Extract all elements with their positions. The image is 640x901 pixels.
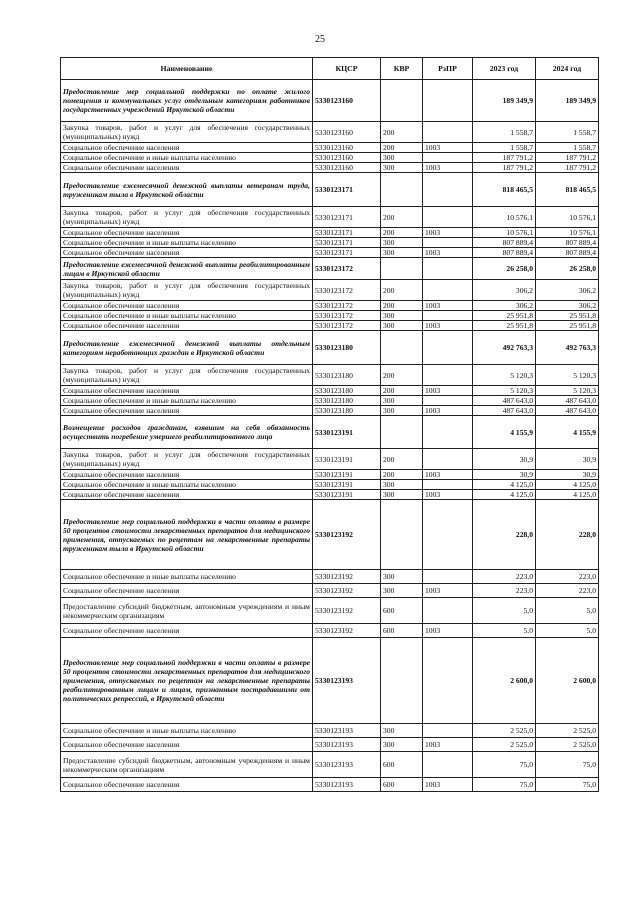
row-value-2023: 223,0 — [473, 584, 536, 598]
row-value-2023: 5,0 — [473, 624, 536, 638]
table-row — [61, 228, 599, 238]
row-value-2023: 223,0 — [473, 570, 536, 584]
row-kvr: 600 — [381, 778, 423, 792]
row-name: Социальное обеспечение населения — [61, 143, 313, 153]
row-value-2023: 187 791,2 — [473, 153, 536, 163]
row-rzpr: 1003 — [423, 228, 473, 238]
page-number: 25 — [315, 34, 325, 45]
row-value-2023: 487 643,0 — [473, 396, 536, 406]
row-name: Социальное обеспечение населения — [61, 248, 313, 258]
table-row — [61, 638, 599, 724]
row-kcsr: 5330123191 — [313, 449, 381, 470]
row-name: Социальное обеспечение и иные выплаты населению — [61, 570, 313, 584]
row-name: Социальное обеспечение населения — [61, 386, 313, 396]
row-rzpr — [423, 258, 473, 280]
row-name: Предоставление субсидий бюджетным, автономным учреждениям и иным некоммерческим организациям — [61, 752, 313, 778]
row-kcsr: 5330123160 — [313, 80, 381, 122]
row-kcsr: 5330123172 — [313, 280, 381, 301]
row-rzpr — [423, 80, 473, 122]
header-name: Наименование — [61, 58, 313, 80]
row-rzpr — [423, 207, 473, 228]
row-value-2023: 492 763,3 — [473, 331, 536, 365]
table-row — [61, 584, 599, 598]
row-name: Социальное обеспечение и иные выплаты населению — [61, 238, 313, 248]
row-kcsr: 5330123180 — [313, 396, 381, 406]
row-name: Социальное обеспечение и иные выплаты населению — [61, 153, 313, 163]
row-value-2024: 5 120,3 — [536, 365, 599, 386]
table-row — [61, 396, 599, 406]
row-name: Социальное обеспечение и иные выплаты населению — [61, 396, 313, 406]
row-name: Социальное обеспечение и иные выплаты населению — [61, 480, 313, 490]
row-rzpr: 1003 — [423, 321, 473, 331]
row-value-2023: 75,0 — [473, 778, 536, 792]
row-value-2024: 4 125,0 — [536, 490, 599, 500]
row-kvr: 300 — [381, 311, 423, 321]
row-rzpr — [423, 331, 473, 365]
row-kcsr: 5330123193 — [313, 724, 381, 738]
row-kcsr: 5330123172 — [313, 258, 381, 280]
row-rzpr — [423, 311, 473, 321]
row-value-2024: 26 258,0 — [536, 258, 599, 280]
row-kcsr: 5330123192 — [313, 570, 381, 584]
budget-table — [60, 57, 599, 792]
row-rzpr — [423, 153, 473, 163]
row-kcsr: 5330123191 — [313, 470, 381, 480]
table-row — [61, 280, 599, 301]
row-kvr: 200 — [381, 386, 423, 396]
row-value-2024: 2 600,0 — [536, 638, 599, 724]
row-value-2024: 25 951,8 — [536, 321, 599, 331]
row-rzpr: 1003 — [423, 584, 473, 598]
row-kcsr: 5330123172 — [313, 301, 381, 311]
row-rzpr — [423, 752, 473, 778]
row-value-2023: 5,0 — [473, 598, 536, 624]
row-name: Социальное обеспечение населения — [61, 490, 313, 500]
row-rzpr: 1003 — [423, 738, 473, 752]
row-kvr — [381, 416, 423, 449]
row-kvr: 200 — [381, 143, 423, 153]
table-row — [61, 321, 599, 331]
table-row — [61, 738, 599, 752]
row-value-2024: 10 576,1 — [536, 207, 599, 228]
row-rzpr: 1003 — [423, 386, 473, 396]
row-value-2024: 75,0 — [536, 752, 599, 778]
row-kvr: 300 — [381, 406, 423, 416]
row-name: Социальное обеспечение населения — [61, 778, 313, 792]
row-value-2023: 189 349,9 — [473, 80, 536, 122]
row-kcsr: 5330123180 — [313, 406, 381, 416]
row-value-2024: 1 558,7 — [536, 143, 599, 153]
row-kvr: 300 — [381, 238, 423, 248]
row-kvr: 300 — [381, 490, 423, 500]
table-row — [61, 386, 599, 396]
row-name: Социальное обеспечение населения — [61, 301, 313, 311]
table-row — [61, 311, 599, 321]
row-kcsr: 5330123160 — [313, 153, 381, 163]
row-kcsr: 5330123160 — [313, 163, 381, 173]
row-name: Предоставление мер социальной поддержки по оплате жилого помещения и коммунальных услуг отдельным категориям работников государственных учреждений Иркутской области — [61, 80, 313, 122]
row-value-2023: 30,9 — [473, 449, 536, 470]
row-kvr: 300 — [381, 396, 423, 406]
table-row — [61, 173, 599, 207]
row-kcsr: 5330123171 — [313, 248, 381, 258]
row-rzpr: 1003 — [423, 143, 473, 153]
table-row — [61, 480, 599, 490]
row-value-2024: 5,0 — [536, 624, 599, 638]
row-value-2024: 487 643,0 — [536, 406, 599, 416]
table-row — [61, 331, 599, 365]
row-value-2024: 487 643,0 — [536, 396, 599, 406]
row-kvr: 600 — [381, 598, 423, 624]
table-header-row — [61, 58, 599, 80]
row-kcsr: 5330123192 — [313, 500, 381, 570]
row-kcsr: 5330123193 — [313, 738, 381, 752]
table-row — [61, 301, 599, 311]
row-rzpr — [423, 500, 473, 570]
row-kvr: 300 — [381, 321, 423, 331]
row-value-2024: 189 349,9 — [536, 80, 599, 122]
row-value-2024: 5 120,3 — [536, 386, 599, 396]
row-kcsr: 5330123193 — [313, 778, 381, 792]
row-name: Закупка товаров, работ и услуг для обеспечения государственных (муниципальных) нужд — [61, 365, 313, 386]
table-row — [61, 598, 599, 624]
row-value-2024: 4 125,0 — [536, 480, 599, 490]
row-kvr: 300 — [381, 153, 423, 163]
table-row — [61, 500, 599, 570]
row-kvr: 300 — [381, 570, 423, 584]
table-row — [61, 490, 599, 500]
table-row — [61, 163, 599, 173]
row-value-2023: 2 525,0 — [473, 738, 536, 752]
table-row — [61, 724, 599, 738]
row-name: Предоставление мер социальной поддержки в части оплаты в размере 50 процентов стоимости лекарственных препаратов для медицинского применения, отпускаемых по рецептам на лекарственные препараты реабилитированным лицам и лицам, признанным пострадавшими от политических репрессий, в Иркутской области — [61, 638, 313, 724]
table-row — [61, 207, 599, 228]
table-row — [61, 365, 599, 386]
row-rzpr: 1003 — [423, 248, 473, 258]
row-value-2023: 30,9 — [473, 470, 536, 480]
row-value-2024: 25 951,8 — [536, 311, 599, 321]
row-kvr: 300 — [381, 480, 423, 490]
header-2023: 2023 год — [473, 58, 536, 80]
table-row — [61, 258, 599, 280]
row-value-2023: 306,2 — [473, 301, 536, 311]
table-row — [61, 624, 599, 638]
row-name: Возмещение расходов гражданам, взявшим на себя обязанность осуществить погребение умершего реабилитированного лица — [61, 416, 313, 449]
row-value-2024: 807 889,4 — [536, 238, 599, 248]
row-name: Социальное обеспечение населения — [61, 321, 313, 331]
row-value-2023: 5 120,3 — [473, 386, 536, 396]
row-value-2023: 2 525,0 — [473, 724, 536, 738]
row-rzpr — [423, 598, 473, 624]
row-kcsr: 5330123192 — [313, 598, 381, 624]
row-kvr: 300 — [381, 738, 423, 752]
row-kcsr: 5330123191 — [313, 490, 381, 500]
row-kvr — [381, 331, 423, 365]
row-value-2023: 4 155,9 — [473, 416, 536, 449]
row-kcsr: 5330123171 — [313, 238, 381, 248]
row-value-2024: 4 155,9 — [536, 416, 599, 449]
row-rzpr — [423, 365, 473, 386]
row-rzpr — [423, 449, 473, 470]
row-value-2023: 26 258,0 — [473, 258, 536, 280]
row-value-2024: 306,2 — [536, 301, 599, 311]
row-value-2024: 187 791,2 — [536, 153, 599, 163]
row-value-2024: 223,0 — [536, 570, 599, 584]
row-value-2024: 306,2 — [536, 280, 599, 301]
row-rzpr — [423, 416, 473, 449]
row-rzpr — [423, 396, 473, 406]
row-rzpr — [423, 173, 473, 207]
row-name: Социальное обеспечение населения — [61, 738, 313, 752]
row-rzpr — [423, 638, 473, 724]
row-value-2023: 5 120,3 — [473, 365, 536, 386]
row-name: Социальное обеспечение населения — [61, 470, 313, 480]
table-row — [61, 248, 599, 258]
table-row — [61, 238, 599, 248]
row-kvr: 300 — [381, 248, 423, 258]
row-name: Предоставление субсидий бюджетным, автономным учреждениям и иным некоммерческим организациям — [61, 598, 313, 624]
row-value-2024: 223,0 — [536, 584, 599, 598]
row-name: Предоставление ежемесячной денежной выплаты отдельным категориям неработающих граждан в Иркутской области — [61, 331, 313, 365]
row-value-2023: 487 643,0 — [473, 406, 536, 416]
row-kcsr: 5330123193 — [313, 638, 381, 724]
row-kcsr: 5330123171 — [313, 173, 381, 207]
row-kvr: 600 — [381, 624, 423, 638]
row-kvr: 200 — [381, 301, 423, 311]
row-value-2023: 25 951,8 — [473, 321, 536, 331]
row-value-2023: 1 558,7 — [473, 122, 536, 143]
row-kvr: 200 — [381, 207, 423, 228]
row-value-2023: 10 576,1 — [473, 228, 536, 238]
row-kcsr: 5330123180 — [313, 331, 381, 365]
row-value-2024: 2 525,0 — [536, 738, 599, 752]
row-rzpr: 1003 — [423, 301, 473, 311]
row-kcsr: 5330123192 — [313, 624, 381, 638]
row-name: Социальное обеспечение и иные выплаты населению — [61, 724, 313, 738]
row-value-2024: 187 791,2 — [536, 163, 599, 173]
row-value-2023: 818 465,5 — [473, 173, 536, 207]
row-kcsr: 5330123180 — [313, 386, 381, 396]
row-name: Социальное обеспечение и иные выплаты населению — [61, 311, 313, 321]
table-row — [61, 153, 599, 163]
row-kvr: 200 — [381, 449, 423, 470]
row-name: Социальное обеспечение населения — [61, 406, 313, 416]
row-kcsr: 5330123192 — [313, 584, 381, 598]
row-kcsr: 5330123191 — [313, 480, 381, 490]
row-rzpr — [423, 238, 473, 248]
table-row — [61, 406, 599, 416]
row-kvr: 300 — [381, 163, 423, 173]
table-row — [61, 122, 599, 143]
row-kvr: 300 — [381, 724, 423, 738]
row-rzpr: 1003 — [423, 163, 473, 173]
row-value-2023: 4 125,0 — [473, 480, 536, 490]
row-kvr: 600 — [381, 752, 423, 778]
row-rzpr: 1003 — [423, 490, 473, 500]
row-kcsr: 5330123160 — [313, 122, 381, 143]
row-value-2024: 5,0 — [536, 598, 599, 624]
row-value-2023: 10 576,1 — [473, 207, 536, 228]
row-rzpr — [423, 480, 473, 490]
row-kvr — [381, 638, 423, 724]
row-kvr: 200 — [381, 280, 423, 301]
row-value-2023: 75,0 — [473, 752, 536, 778]
row-kvr: 200 — [381, 228, 423, 238]
row-kcsr: 5330123172 — [313, 321, 381, 331]
table-row — [61, 416, 599, 449]
row-name: Предоставление ежемесячной денежной выплаты ветеранам труда, труженикам тыла в Иркутской области — [61, 173, 313, 207]
row-name: Закупка товаров, работ и услуг для обеспечения государственных (муниципальных) нужд — [61, 449, 313, 470]
table-row — [61, 570, 599, 584]
row-kvr: 300 — [381, 584, 423, 598]
row-rzpr — [423, 570, 473, 584]
row-value-2024: 30,9 — [536, 449, 599, 470]
row-value-2023: 228,0 — [473, 500, 536, 570]
row-kcsr: 5330123172 — [313, 311, 381, 321]
header-2024: 2024 год — [536, 58, 599, 80]
row-rzpr — [423, 724, 473, 738]
table-row — [61, 752, 599, 778]
row-value-2023: 187 791,2 — [473, 163, 536, 173]
row-kcsr: 5330123171 — [313, 207, 381, 228]
row-kcsr: 5330123171 — [313, 228, 381, 238]
row-value-2024: 1 558,7 — [536, 122, 599, 143]
row-value-2024: 2 525,0 — [536, 724, 599, 738]
row-name: Социальное обеспечение населения — [61, 163, 313, 173]
table-row — [61, 143, 599, 153]
row-kvr: 200 — [381, 122, 423, 143]
header-kcsr: КЦСР — [313, 58, 381, 80]
row-rzpr — [423, 122, 473, 143]
row-value-2023: 1 558,7 — [473, 143, 536, 153]
row-value-2024: 10 576,1 — [536, 228, 599, 238]
row-rzpr: 1003 — [423, 470, 473, 480]
row-rzpr — [423, 280, 473, 301]
row-kvr — [381, 80, 423, 122]
row-name: Предоставление ежемесячной денежной выплаты реабилитированным лицам в Иркутской области — [61, 258, 313, 280]
header-kvr: КВР — [381, 58, 423, 80]
row-value-2023: 807 889,4 — [473, 238, 536, 248]
row-name: Закупка товаров, работ и услуг для обеспечения государственных (муниципальных) нужд — [61, 280, 313, 301]
row-value-2023: 306,2 — [473, 280, 536, 301]
row-value-2023: 2 600,0 — [473, 638, 536, 724]
row-value-2024: 807 889,4 — [536, 248, 599, 258]
header-rzpr: РзПР — [423, 58, 473, 80]
row-value-2024: 30,9 — [536, 470, 599, 480]
table-row — [61, 470, 599, 480]
row-name: Закупка товаров, работ и услуг для обеспечения государственных (муниципальных) нужд — [61, 122, 313, 143]
row-kcsr: 5330123160 — [313, 143, 381, 153]
row-kvr — [381, 173, 423, 207]
row-name: Социальное обеспечение населения — [61, 624, 313, 638]
row-kcsr: 5330123193 — [313, 752, 381, 778]
row-rzpr: 1003 — [423, 624, 473, 638]
row-value-2023: 807 889,4 — [473, 248, 536, 258]
row-value-2024: 492 763,3 — [536, 331, 599, 365]
row-rzpr: 1003 — [423, 406, 473, 416]
row-kcsr: 5330123180 — [313, 365, 381, 386]
row-name: Закупка товаров, работ и услуг для обеспечения государственных (муниципальных) нужд — [61, 207, 313, 228]
row-kvr — [381, 500, 423, 570]
row-value-2023: 25 951,8 — [473, 311, 536, 321]
row-value-2024: 75,0 — [536, 778, 599, 792]
table-row — [61, 449, 599, 470]
row-kvr: 200 — [381, 470, 423, 480]
row-name: Предоставление мер социальной поддержки в части оплаты в размере 50 процентов стоимости лекарственных препаратов для медицинского применения, отпускаемых по рецептам на лекарственные препараты труженикам тыла в Иркутской области — [61, 500, 313, 570]
row-kcsr: 5330123191 — [313, 416, 381, 449]
table-row — [61, 80, 599, 122]
row-value-2023: 4 125,0 — [473, 490, 536, 500]
row-kvr: 200 — [381, 365, 423, 386]
table-row — [61, 778, 599, 792]
row-name: Социальное обеспечение населения — [61, 228, 313, 238]
row-value-2024: 228,0 — [536, 500, 599, 570]
row-name: Социальное обеспечение населения — [61, 584, 313, 598]
row-kvr — [381, 258, 423, 280]
row-rzpr: 1003 — [423, 778, 473, 792]
row-value-2024: 818 465,5 — [536, 173, 599, 207]
